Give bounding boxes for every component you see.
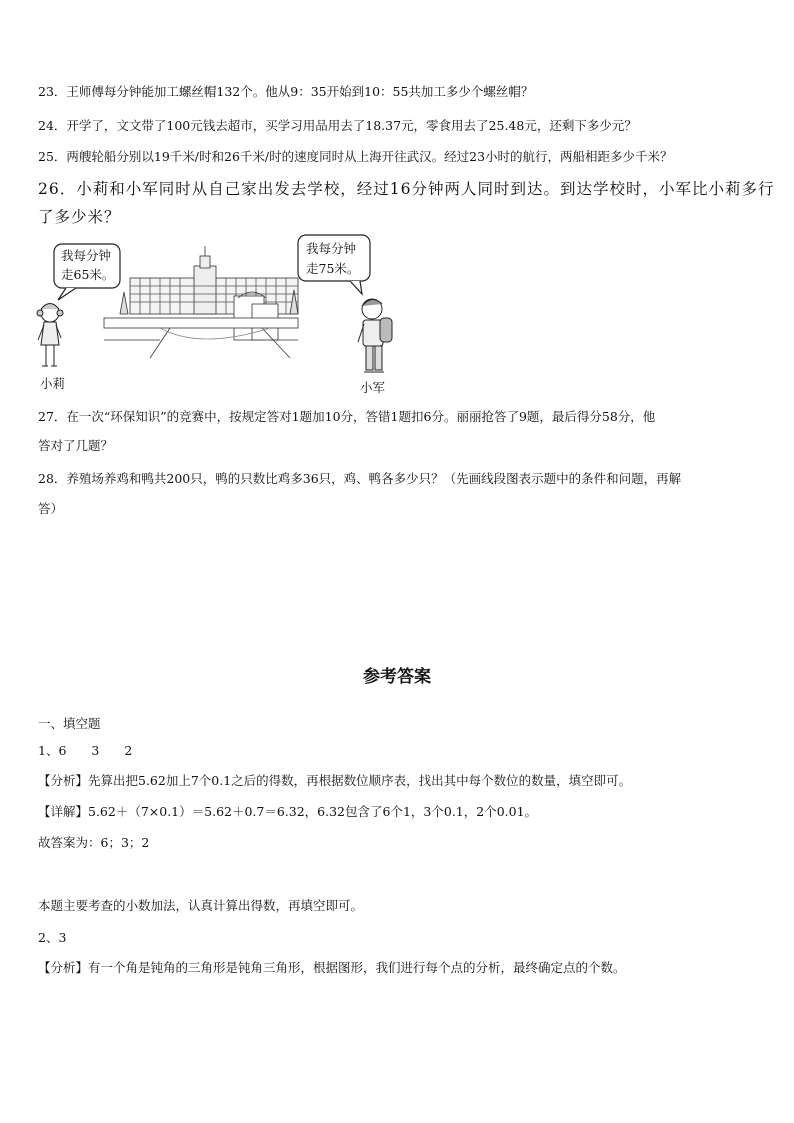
answer-1-analysis: 【分析】先算出把5.62加上7个0.1之后的得数，再根据数位顺序表，找出其中每个数位的数量，填空即可。: [38, 773, 632, 788]
question-27-line-2: 答对了几题？: [38, 438, 114, 453]
question-27-line-1: 27．在一次“环保知识”的竞赛中，按规定答对1题加10分，答错1题扣6分。丽丽抢答了9题，最后得分58分，他: [38, 409, 656, 424]
answer-1-note: 本题主要考查的小数加法，认真计算出得数，再填空即可。: [38, 898, 364, 913]
question-24: 24．开学了，文文带了100元钱去超市，买学习用品用去了18.37元，零食用去了25.48元，还剩下多少元？: [38, 118, 637, 133]
school-building: [104, 246, 298, 358]
question-26-line-1: 26．小莉和小军同时从自己家出发去学校，经过16分钟两人同时到达。到达学校时，小军比小莉多行: [38, 180, 775, 198]
bubble-left-text-1: 我每分钟: [61, 248, 112, 263]
answer-2: 2、3: [38, 930, 67, 945]
bubble-left-text-2: 走65米。: [61, 267, 115, 282]
question-25: 25．两艘轮船分别以19千米/时和26千米/时的速度同时从上海开往武汉。经过23小时的航行，两船相距多少千米？: [38, 149, 673, 164]
bubble-right-text-2: 走75米。: [306, 261, 360, 276]
question-28-line-2: 答）: [38, 501, 64, 516]
question-26-line-2: 了多少米？: [38, 208, 121, 226]
answer-2-analysis: 【分析】有一个角是钝角的三角形是钝角三角形，根据图形，我们进行每个点的分析，最终确定点的个数。: [38, 960, 626, 975]
boy-figure: [358, 299, 392, 372]
girl-figure: [37, 304, 63, 367]
question-23: 23．王师傅每分钟能加工螺丝帽132个。他从9：35开始到10：55共加工多少个螺丝帽？: [38, 84, 534, 99]
answers-title: 参考答案: [363, 667, 431, 687]
bubble-right-text-1: 我每分钟: [306, 241, 357, 256]
answer-1-result: 故答案为：6；3；2: [38, 835, 150, 850]
question-28-line-1: 28．养殖场养鸡和鸭共200只，鸭的只数比鸡多36只，鸡、鸭各多少只？（先画线段图表示题中的条件和问题，再解: [38, 471, 682, 486]
answers-section-heading: 一、填空题: [38, 716, 101, 731]
name-label-girl: 小莉: [40, 376, 66, 391]
answer-1-detail: 【详解】5.62＋（7×0.1）＝5.62＋0.7＝6.32，6.32包含了6个1，3个0.1，2个0.01。: [38, 804, 538, 819]
name-label-boy: 小军: [360, 380, 386, 395]
answer-1: 1、6 3 2: [38, 743, 133, 758]
